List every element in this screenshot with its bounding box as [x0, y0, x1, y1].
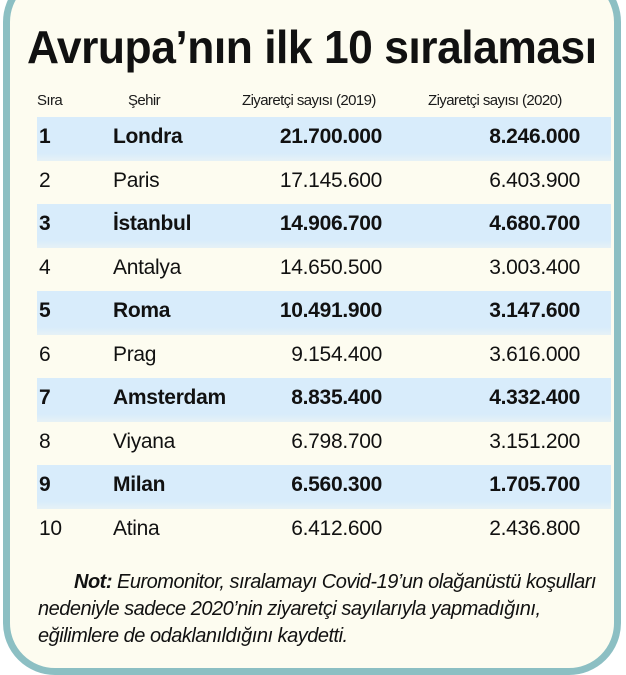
visitors-2019-cell: 6.798.700: [291, 429, 382, 453]
rank-cell: 1: [39, 125, 51, 148]
city-cell: Atina: [113, 516, 160, 540]
visitors-2020-cell: 3.003.400: [489, 255, 580, 279]
city-cell: Antalya: [113, 255, 181, 279]
city-cell: Paris: [113, 168, 160, 192]
header-city: Şehir: [128, 92, 161, 109]
table-row: [37, 465, 611, 509]
table-row: [37, 204, 611, 248]
table-row: [37, 248, 611, 292]
rank-cell: 7: [39, 386, 51, 409]
rank-cell: 6: [39, 342, 51, 366]
city-cell: Prag: [113, 342, 157, 366]
visitors-2020-cell: 3.151.200: [489, 429, 580, 453]
visitors-2019-cell: 21.700.000: [279, 125, 382, 148]
visitors-2019-cell: 17.145.600: [279, 168, 382, 192]
table-row: [37, 161, 611, 205]
visitors-2019-cell: 6.412.600: [291, 516, 382, 540]
city-cell: Londra: [113, 125, 183, 148]
visitors-2019-cell: 8.835.400: [291, 386, 382, 409]
city-cell: İstanbul: [113, 212, 192, 235]
footnote: [38, 569, 598, 650]
rank-cell: 8: [39, 429, 51, 453]
visitors-2020-cell: 8.246.000: [489, 125, 580, 148]
visitors-2019-cell: 10.491.900: [279, 299, 382, 322]
page-title: Avrupa’nın ilk 10 sıralaması: [27, 21, 597, 73]
city-cell: Viyana: [113, 429, 176, 453]
header-rank: Sıra: [37, 92, 63, 109]
header-visitors-2019: Ziyaretçi sayısı (2019): [242, 92, 376, 109]
visitors-2020-cell: 2.436.800: [489, 516, 580, 540]
footnote-text: Euromonitor, sıralamayı Covid-19’un olağanüstü koşulları nedeniyle sadece 2020’nin ziyaretçi sayılarıyla yapmadığını, eğilimlere de odaklanıldığını kaydetti.: [38, 571, 596, 647]
table-row: [37, 117, 611, 161]
visitors-2020-cell: 1.705.700: [489, 473, 580, 496]
rank-cell: 9: [39, 473, 51, 496]
table-row: [37, 291, 611, 335]
visitors-2020-cell: 3.616.000: [489, 342, 580, 366]
visitors-2020-cell: 4.680.700: [489, 212, 580, 235]
table-row: [37, 378, 611, 422]
rank-cell: 2: [39, 168, 51, 192]
ranking-table: [37, 117, 611, 552]
footnote-label: Not:: [74, 571, 112, 593]
visitors-2020-cell: 4.332.400: [489, 386, 580, 409]
rank-cell: 4: [39, 255, 51, 279]
table-header: [0, 92, 626, 112]
visitors-2019-cell: 14.906.700: [279, 212, 382, 235]
rank-cell: 3: [39, 212, 51, 235]
table-row: [37, 335, 611, 379]
city-cell: Roma: [113, 299, 171, 322]
table-row: [37, 422, 611, 466]
visitors-2019-cell: 14.650.500: [279, 255, 382, 279]
city-cell: Milan: [113, 473, 166, 496]
visitors-2020-cell: 6.403.900: [489, 168, 580, 192]
rank-cell: 5: [39, 299, 51, 322]
rank-cell: 10: [39, 516, 62, 540]
table-row: [37, 509, 611, 553]
city-cell: Amsterdam: [113, 386, 226, 409]
header-visitors-2020: Ziyaretçi sayısı (2020): [428, 92, 562, 109]
visitors-2019-cell: 6.560.300: [291, 473, 382, 496]
visitors-2020-cell: 3.147.600: [489, 299, 580, 322]
visitors-2019-cell: 9.154.400: [291, 342, 382, 366]
